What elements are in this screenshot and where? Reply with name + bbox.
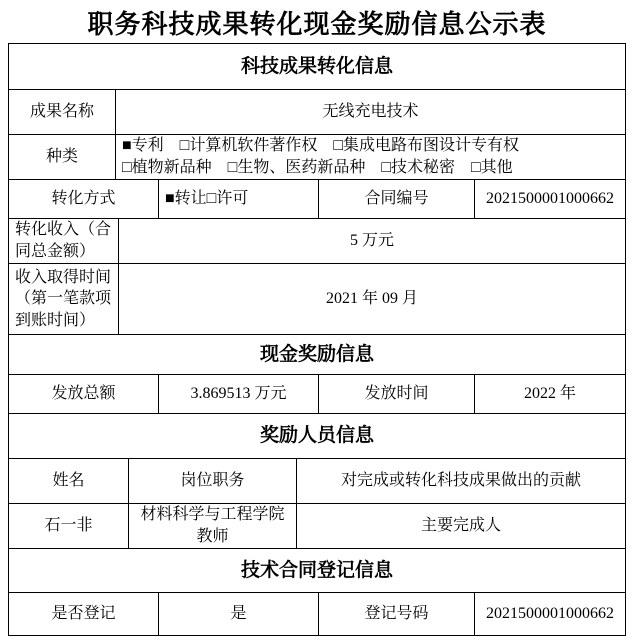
name-column-header: 姓名: [52, 472, 85, 490]
cash-detail-row: [9, 374, 625, 413]
personnel-header-row: [9, 458, 625, 503]
method-value: ■转让□许可: [158, 180, 318, 218]
person-name: 石一非: [44, 517, 93, 535]
registered-label: 是否登记: [51, 605, 116, 623]
method-row: [9, 179, 625, 218]
registered-value: 是: [158, 593, 318, 635]
registration-no-label: 登记号码: [318, 593, 474, 635]
contract-no-value: 2021500001000662: [474, 180, 625, 218]
section-header-registration: 技术合同登记信息: [240, 559, 393, 581]
position-column-header: 岗位职务: [128, 459, 296, 503]
person-contribution: 主要完成人: [296, 504, 625, 548]
registration-no-value: 2021500001000662: [474, 593, 625, 635]
personnel-data-row: [9, 503, 625, 548]
total-label: 发放总额: [51, 385, 116, 403]
method-label: 转化方式: [51, 190, 116, 208]
contract-no-label: 合同编号: [318, 180, 474, 218]
income-row: [9, 218, 625, 263]
type-checkbox-line-1: ■专利 □计算机软件著作权 □集成电路布图设计专有权: [122, 137, 519, 155]
section-header-transform: 科技成果转化信息: [240, 55, 393, 77]
income-label: 转化收入（合同总金额）: [15, 221, 112, 260]
section-row-registration: [9, 548, 625, 592]
form-table: [8, 43, 626, 636]
result-name-row: [9, 89, 625, 134]
income-value: 5 万元: [118, 219, 625, 263]
result-name-value: 无线充电技术: [115, 90, 625, 134]
type-value: [115, 135, 625, 179]
section-header-cash: 现金奖励信息: [259, 343, 374, 365]
section-header-personnel: 奖励人员信息: [259, 425, 374, 447]
income-time-row: [9, 263, 625, 334]
income-time-value: 2021 年 09 月: [118, 264, 625, 334]
section-row-personnel: [9, 413, 625, 458]
contribution-column-header: 对完成或转化科技成果做出的贡献: [296, 459, 625, 503]
total-value: 3.869513 万元: [158, 375, 318, 413]
result-name-label: 成果名称: [29, 103, 94, 121]
type-label: 种类: [45, 148, 78, 166]
page-title: 职务科技成果转化现金奖励信息公示表: [87, 10, 547, 39]
grant-time-value: 2022 年: [474, 375, 625, 413]
income-time-label: 收入取得时间（第一笔款项到账时间）: [15, 268, 112, 329]
registration-detail-row: [9, 592, 625, 635]
type-row: [9, 134, 625, 179]
section-row-cash: [9, 334, 625, 374]
type-checkbox-line-2: □植物新品种 □生物、医药新品种 □技术秘密 □其他: [122, 159, 513, 176]
grant-time-label: 发放时间: [318, 375, 474, 413]
person-position: 材料科学与工程学院教师: [128, 504, 296, 548]
section-row-transform: [9, 44, 625, 89]
